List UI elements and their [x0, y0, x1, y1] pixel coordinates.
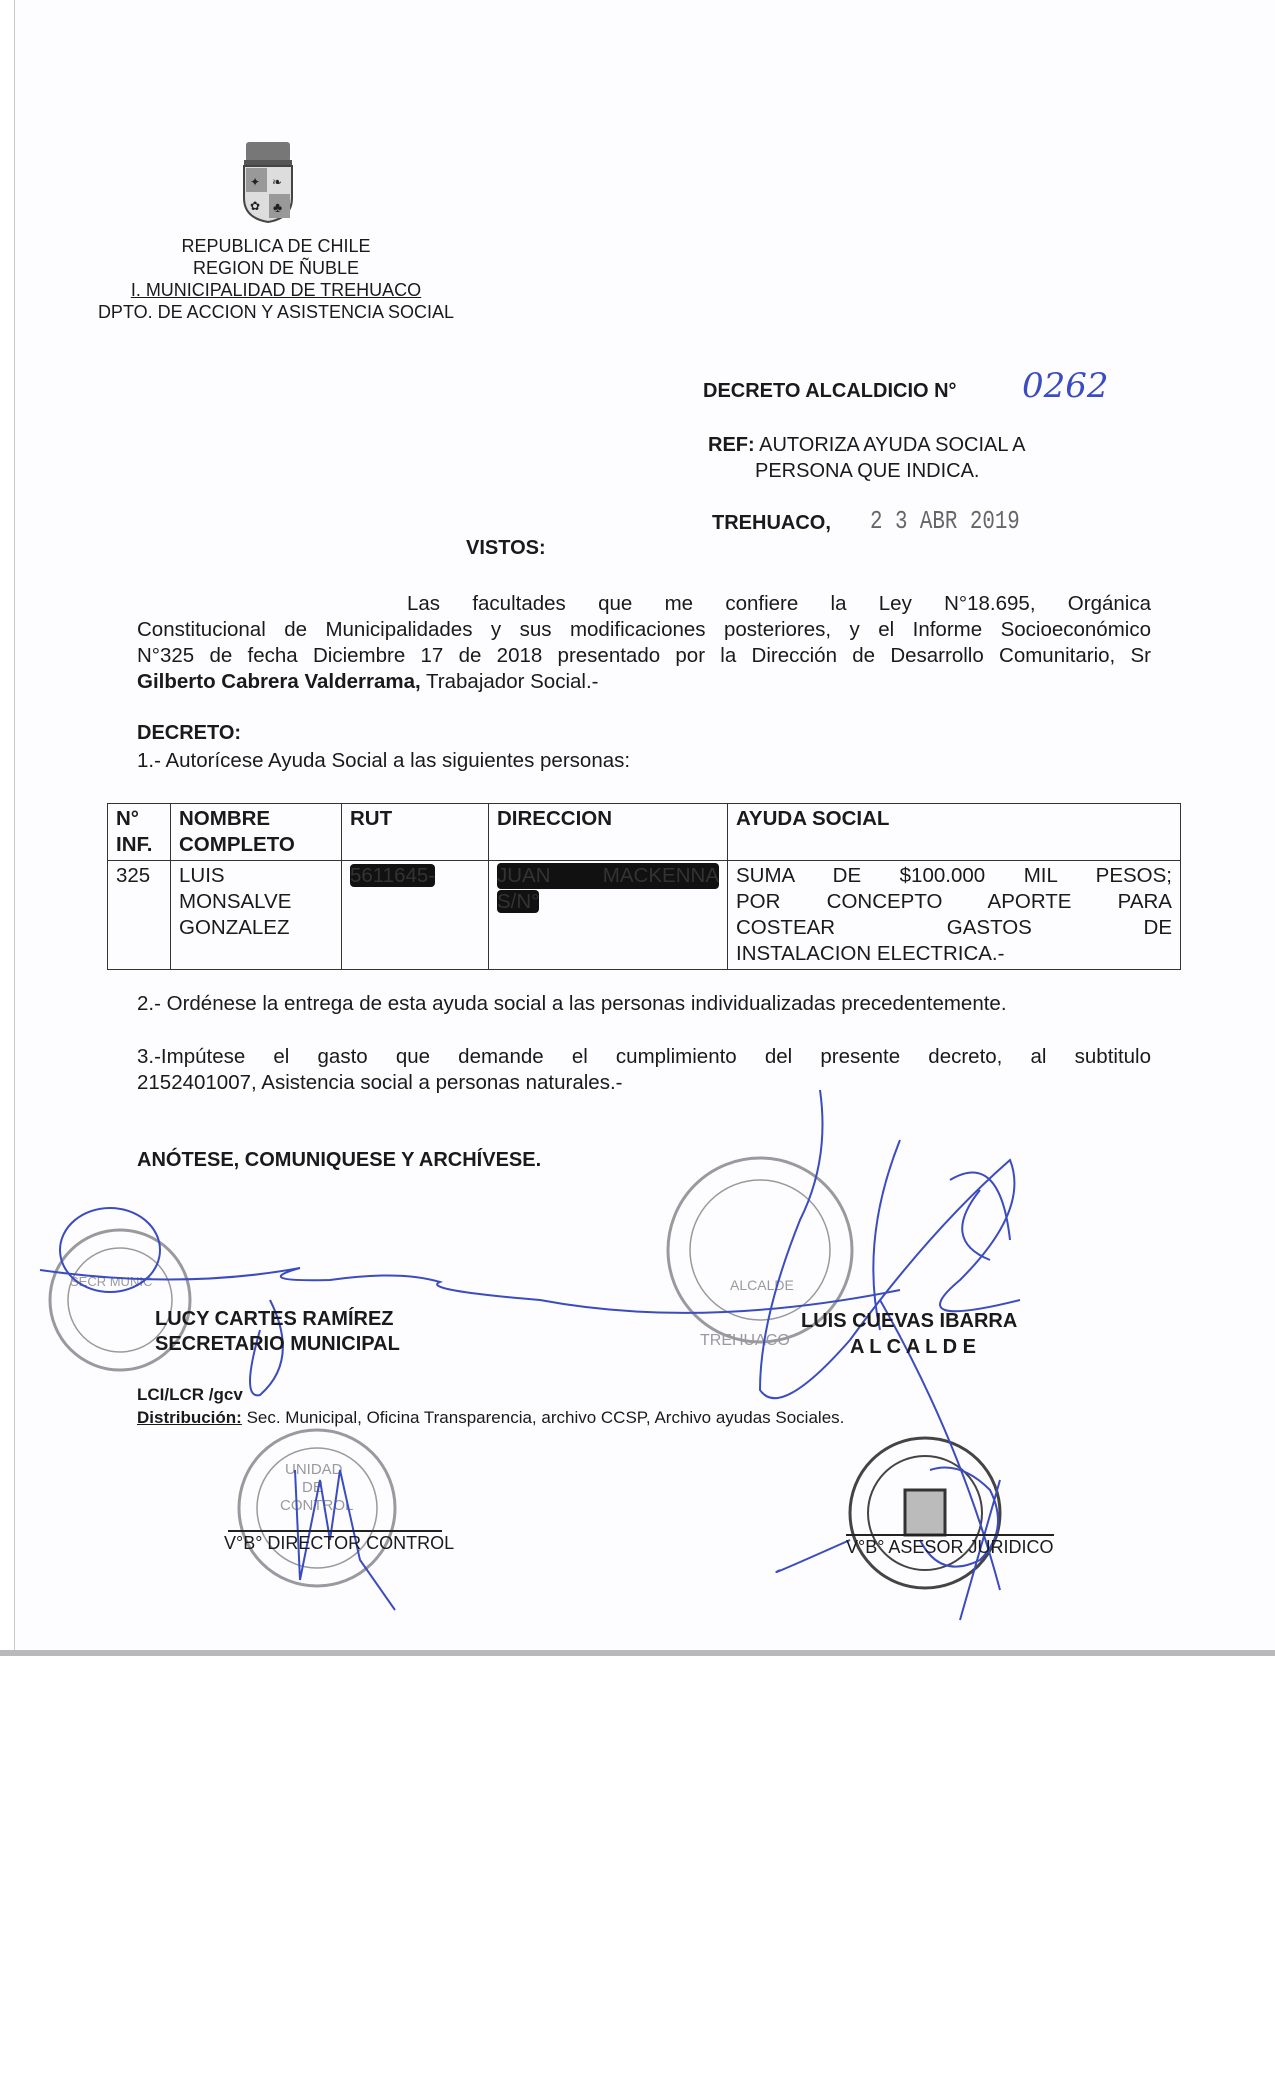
col-direccion: DIRECCION — [489, 804, 728, 861]
vistos-line-2: Constitucional de Municipalidades y sus modificaciones posteriores, y el Informe Socioeconómico — [137, 618, 1151, 641]
mayor-title: A L C A L D E — [850, 1336, 976, 1358]
beneficiaries-table — [107, 803, 1181, 970]
vistos-heading: VISTOS: — [466, 537, 546, 559]
redacted-address-2: S/N° — [497, 890, 540, 913]
legal-signature-line — [846, 1534, 1054, 1536]
ref-line-2: PERSONA QUE INDICA. — [755, 460, 980, 482]
social-worker-title: Trabajador Social.- — [420, 670, 599, 693]
distribution — [137, 1408, 844, 1428]
svg-text:✦: ✦ — [250, 175, 261, 189]
svg-text:✿: ✿ — [250, 199, 261, 213]
table-header-row — [108, 804, 1181, 861]
col-ayuda: AYUDA SOCIAL — [728, 804, 1181, 861]
header-country: REPUBLICA DE CHILE — [181, 236, 371, 256]
control-stamp — [239, 1430, 395, 1586]
decree-title: DECRETO ALCALDICIO N° — [703, 380, 957, 402]
table-row — [108, 861, 1181, 970]
mayor-name: LUIS CUEVAS IBARRA — [801, 1310, 1018, 1332]
svg-text:DE: DE — [302, 1479, 323, 1496]
svg-text:ALCALDE: ALCALDE — [730, 1277, 794, 1293]
secretary-name: LUCY CARTES RAMÍREZ — [155, 1308, 394, 1330]
decree-place: TREHUACO, — [712, 512, 831, 534]
secretary-title: SECRETARIO MUNICIPAL — [155, 1333, 400, 1355]
decreto-item-3-line-1: 3.-Impútese el gasto que demande el cumplimiento del presente decreto, al subtitulo — [137, 1045, 1151, 1068]
col-inf: N° INF. — [108, 804, 171, 861]
vistos-line-4 — [137, 670, 598, 694]
distribution-text: Sec. Municipal, Oficina Transparencia, archivo CCSP, Archivo ayudas Sociales. — [241, 1408, 845, 1427]
svg-text:SECR MUNIC: SECR MUNIC — [70, 1274, 153, 1289]
decreto-heading: DECRETO: — [137, 722, 242, 744]
col-nombre: NOMBRE COMPLETO — [171, 804, 342, 861]
col-rut: RUT — [342, 804, 489, 861]
distribution-label: Distribución: — [137, 1408, 242, 1427]
control-approval: V°B° DIRECTOR CONTROL — [224, 1533, 455, 1553]
initials: LCI/LCR /gcv — [137, 1385, 243, 1404]
cell-nombre: LUIS MONSALVE GONZALEZ — [171, 861, 342, 970]
coat-of-arms-logo — [244, 142, 292, 222]
header-department: DPTO. DE ACCION Y ASISTENCIA SOCIAL — [97, 302, 455, 322]
cell-inf: 325 — [108, 861, 171, 970]
closing-formula: ANÓTESE, COMUNIQUESE Y ARCHÍVESE. — [137, 1149, 542, 1171]
ref-line-1 — [708, 434, 1026, 457]
vistos-line-1: Las facultades que me confiere la Ley N°18.695, Orgánica — [407, 592, 1151, 615]
redacted-rut: 5611645- — [350, 864, 436, 887]
decreto-item-2: 2.- Ordénese la entrega de esta ayuda social a las personas individualizadas precedentemente. — [137, 992, 1007, 1015]
svg-text:CONTROL: CONTROL — [280, 1497, 354, 1514]
vistos-line-3: N°325 de fecha Diciembre 17 de 2018 presentado por la Dirección de Desarrollo Comunitario, Sr — [137, 644, 1151, 667]
decreto-item-3-line-2: 2152401007, Asistencia social a personas naturales.- — [137, 1071, 623, 1094]
svg-text:❧: ❧ — [272, 175, 283, 189]
ref-label: REF: — [708, 434, 755, 456]
svg-text:UNIDAD: UNIDAD — [285, 1461, 343, 1478]
control-signature-line — [228, 1530, 442, 1532]
decreto-item-1: 1.- Autorícese Ayuda Social a las siguientes personas: — [137, 749, 631, 772]
redacted-address: JUAN MACKENNA — [497, 864, 719, 887]
svg-text:TREHUACO: TREHUACO — [700, 1332, 790, 1349]
legal-approval: V°B° ASESOR JURIDICO — [846, 1537, 1054, 1557]
header-region: REGION DE ÑUBLE — [192, 258, 360, 278]
decree-number: 0262 — [1022, 366, 1109, 406]
social-worker-name: Gilberto Cabrera Valderrama, — [137, 670, 421, 693]
ref-text: AUTORIZA AYUDA SOCIAL A — [759, 434, 1026, 456]
date-stamp: 2 3 ABR 2019 — [870, 506, 1020, 536]
cell-direccion — [489, 861, 728, 970]
header-municipality: I. MUNICIPALIDAD DE TREHUACO — [130, 280, 422, 300]
svg-text:♣: ♣ — [273, 199, 283, 215]
cell-ayuda: SUMA DE $100.000 MIL PESOS; POR CONCEPTO APORTE PARA COSTEAR GASTOS DE INSTALACION ELECTRICA.- — [728, 861, 1181, 970]
cell-rut — [342, 861, 489, 970]
